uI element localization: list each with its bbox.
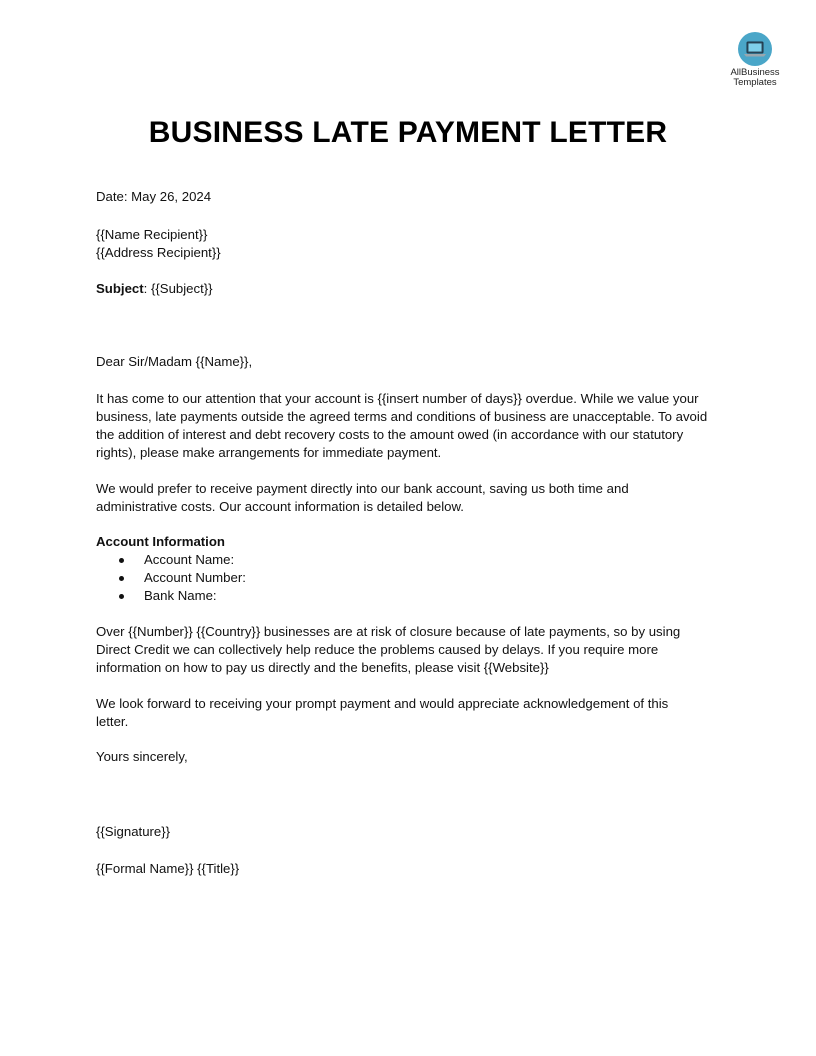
paragraph-line: business, late payments outside the agreed terms and conditions of business are unacceptable. To avoid bbox=[96, 409, 708, 424]
page-title: BUSINESS LATE PAYMENT LETTER bbox=[148, 116, 668, 149]
list-item-label: Bank Name: bbox=[144, 588, 217, 603]
recipient-name: {{Name Recipient}} bbox=[96, 227, 208, 242]
list-item-label: Account Number: bbox=[144, 570, 246, 585]
paragraph-line: administrative costs. Our account information is detailed below. bbox=[96, 499, 464, 514]
paragraph-line: rights), please make arrangements for immediate payment. bbox=[96, 445, 442, 460]
paragraph-line: We would prefer to receive payment directly into our bank account, saving us both time and bbox=[96, 481, 629, 496]
laptop-icon bbox=[738, 32, 772, 66]
bullet-icon bbox=[119, 594, 124, 599]
subject-line bbox=[96, 280, 213, 298]
paragraph-line: We look forward to receiving your prompt payment and would appreciate acknowledgement of this bbox=[96, 696, 669, 711]
paragraph-line: information on how to pay us directly and the benefits, please visit {{Website}} bbox=[96, 660, 549, 675]
bullet-icon bbox=[119, 576, 124, 581]
paragraph-bank-account bbox=[96, 480, 728, 516]
paragraph-direct-credit bbox=[96, 623, 728, 677]
signer-name-title: {{Formal Name}} {{Title}} bbox=[96, 861, 240, 876]
logo-line-1: AllBusiness bbox=[730, 67, 780, 78]
account-info-list bbox=[96, 551, 246, 605]
paragraph-line: letter. bbox=[96, 714, 129, 729]
company-logo bbox=[722, 32, 788, 88]
letter-date: Date: May 26, 2024 bbox=[96, 189, 212, 204]
list-item bbox=[96, 551, 246, 569]
subject-value: : {{Subject}} bbox=[143, 281, 213, 296]
list-item bbox=[96, 587, 246, 605]
recipient-address: {{Address Recipient}} bbox=[96, 245, 221, 260]
account-info-heading: Account Information bbox=[96, 534, 225, 549]
signature-placeholder: {{Signature}} bbox=[96, 824, 171, 839]
paragraph-line: Direct Credit we can collectively help reduce the problems caused by delays. If you require more bbox=[96, 642, 659, 657]
bullet-icon bbox=[119, 558, 124, 563]
paragraph-line: It has come to our attention that your account is {{insert number of days}} overdue. While we value your bbox=[96, 391, 699, 406]
logo-line-2: Templates bbox=[733, 77, 777, 88]
paragraph-line: Over {{Number}} {{Country}} businesses are at risk of closure because of late payments, so by using bbox=[96, 624, 681, 639]
list-item bbox=[96, 569, 246, 587]
list-item-label: Account Name: bbox=[144, 552, 235, 567]
logo-text bbox=[722, 68, 788, 88]
subject-label: Subject bbox=[96, 281, 144, 296]
salutation: Dear Sir/Madam {{Name}}, bbox=[96, 354, 253, 369]
paragraph-overdue bbox=[96, 390, 728, 462]
paragraph-closing bbox=[96, 695, 728, 731]
closing-phrase: Yours sincerely, bbox=[96, 749, 188, 764]
paragraph-line: the addition of interest and debt recovery costs to the amount owed (in accordance with our statutory bbox=[96, 427, 684, 442]
